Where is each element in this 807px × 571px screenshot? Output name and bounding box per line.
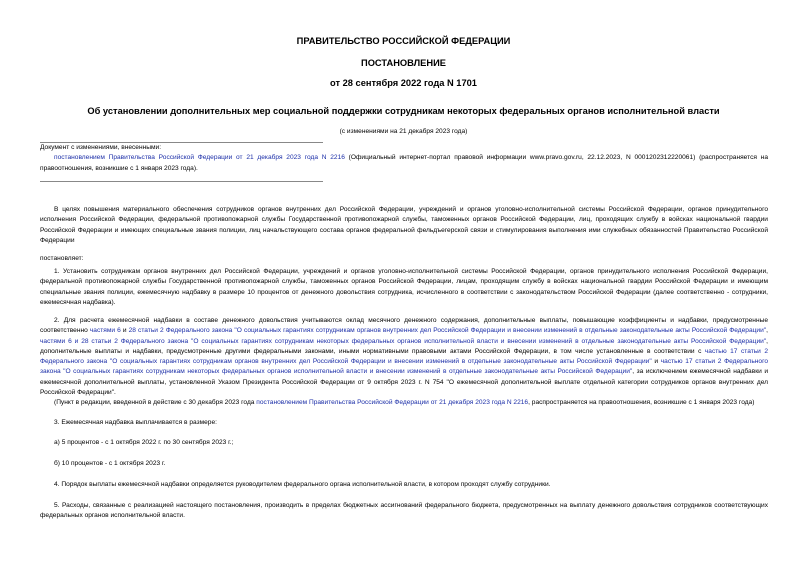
item-2-part-a: 2. Для расчета ежемесячной надбавки в составе денежного довольствия учитываются оклад месячного денежного содержания, дополнительные выплаты, повышающие коэффициенты и надбавки, предусмотренные соответственно [40, 317, 768, 335]
item-2-part-e: и [651, 358, 661, 366]
changes-details: (Официальный интернет-портал правовой информации www.pravo.gov.ru, 22.12.2023, N 0001202312220061) (распространяется на правоотношения, возникшие с 1 января 2023 года). [40, 154, 768, 172]
government-heading: ПРАВИТЕЛЬСТВО РОССИЙСКОЙ ФЕДЕРАЦИИ [296, 36, 511, 46]
item-3b: б) 10 процентов - с 1 октября 2023 г. [54, 460, 166, 467]
changes-link[interactable]: постановлением Правительства Российской Федерации от 21 декабря 2023 года N 2216 [54, 154, 345, 162]
item-2-part-d: , дополнительные выплаты и надбавки, предусмотренные другими федеральными законами, иными нормативными правовыми актами Российской Федерации, в том числе установленные в соответствии с [40, 337, 768, 355]
changes-box [40, 143, 768, 174]
item-2 [40, 316, 768, 409]
item-3a: а) 5 процентов - с 1 октября 2022 г. по 30 сентября 2023 г.; [54, 439, 234, 446]
law-link-agencies-part-17[interactable]: частью 17 статьи 2 Федерального закона "О социальных гарантиях сотрудникам некоторых федеральных органов исполнительной власти и внесении изменений в отдельные законодательные акты Российской Федерации" [40, 358, 769, 376]
item-3: 3. Ежемесячная надбавка выплачивается в размере: [54, 419, 217, 426]
item-2-note-a: (Пункт в редакции, введенной в действие с 30 декабря 2023 года [54, 399, 257, 407]
changes-bottom-rule [40, 181, 323, 182]
date-number-heading: от 28 сентября 2022 года N 1701 [330, 78, 477, 88]
law-link-police-part-17[interactable]: частью 17 статьи 2 Федерального закона "О социальных гарантиях сотрудникам органов внутренних дел Российской Федерации и внесении изменений в отдельные законодательные акты Российской Федерации" [40, 347, 769, 366]
law-link-agencies-art-2[interactable]: частями 6 и 28 статьи 2 Федерального закона "О социальных гарантиях сотрудникам некоторых федеральных органов исполнительной власти и внесении изменений в отдельные законодательные акты Российской Федерации" [40, 337, 767, 345]
item-2-note-b: , распространяется на правоотношения, возникшие с 1 января 2023 года) [528, 399, 755, 407]
changes-intro: Документ с изменениями, внесенными: [40, 144, 162, 151]
item-1: 1. Установить сотрудникам органов внутренних дел Российской Федерации, учреждений и органов уголовно-исполнительной системы Российской Федерации, органов принудительного исполнения Российской Федерации, федеральной противопожарной службы Государственной противопожарной службы, таможенных органов Российской Федерации, лицам, проходящим службу в войсках национальной гвардии Российской Федерации и имеющим специальные звания полиции, ежемесячную надбавку в размере 10 процентов от денежного довольствия сотрудника, исчисленного в соответствии с законодательством Российской Федерации (далее соответственно - сотрудники, ежемесячная надбавка). [40, 268, 768, 306]
item-5: 5. Расходы, связанные с реализацией настоящего постановления, производить в пределах бюджетных ассигнований федерального бюджета, предусмотренных на выплату денежного довольствия сотрудников соответствующих федеральных органов исполнительной власти. [40, 502, 768, 520]
item-4: 4. Порядок выплаты ежемесячной надбавки определяется руководителем федерального органа исполнительной власти, в котором проходят службу сотрудники. [54, 481, 551, 488]
item-2-part-f: , за исключением ежемесячной надбавки и ежемесячной дополнительной выплаты, установленной Указом Президента Российской Федерации от 9 октября 2023 г. N 754 "О ежемесячной дополнительной выплате отдельной категории сотрудников органов внутренних дел Российской Федерации". [40, 368, 769, 397]
doc-type-heading: ПОСТАНОВЛЕНИЕ [361, 58, 446, 68]
law-link-part-6[interactable]: частями 6 [89, 327, 121, 335]
changes-text [40, 153, 768, 174]
item-2-part-b: и [120, 327, 129, 335]
amendment-date: (с изменениями на 21 декабря 2023 года) [339, 128, 468, 135]
document-title: Об установлении дополнительных мер социальной поддержки сотрудникам некоторых федеральных органов исполнительной власти [87, 106, 720, 116]
item-2-part-c: , [766, 327, 768, 335]
item-2-note [40, 398, 768, 408]
amendment-link[interactable]: постановлением Правительства Российской Федерации от 21 декабря 2023 года N 2216 [256, 399, 529, 407]
law-link-police-art-2[interactable]: 28 статьи 2 Федерального закона "О социальных гарантиях сотрудникам органов внутренних дел Российской Федерации и внесении изменений в отдельные законодательные акты Российской Федерации" [128, 327, 767, 335]
item-2-text [40, 316, 768, 398]
preamble: В целях повышения материального обеспечения сотрудников органов внутренних дел Российской Федерации, учреждений и органов уголовно-исполнительной системы Российской Федерации, органов принудительного исполнения Российской Федерации, федеральной противопожарной службы Государственной противопожарной службы, таможенных органов Российской Федерации, лиц, проходящих службу в войсках национальной гвардии Российской Федерации и имеющих специальные звания полиции, лиц начальствующего состава органов федеральной фельдъегерской связи и стимулирования выполнения ими служебных обязанностей Правительство Российской Федерации [40, 206, 768, 244]
resolves-word: постановляет: [40, 255, 84, 262]
